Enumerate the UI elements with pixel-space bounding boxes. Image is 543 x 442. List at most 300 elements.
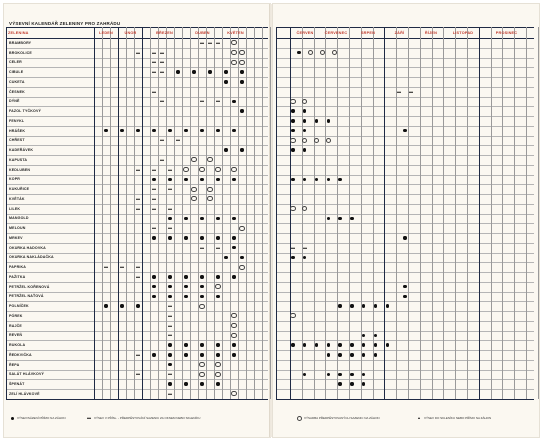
open-circle-icon: [190, 185, 199, 194]
filled-dot-icon: [300, 341, 309, 350]
vegetable-name: CIBULE: [9, 70, 24, 75]
filled-dot-icon: [230, 272, 239, 281]
filled-dot-icon: [336, 175, 345, 184]
open-circle-icon: [289, 97, 298, 106]
filled-dot-icon: [230, 97, 239, 106]
filled-dot-icon: [182, 350, 191, 359]
filled-dot-icon: [230, 341, 239, 350]
open-circle-icon: [206, 155, 215, 164]
double-triangle-icon: [289, 243, 298, 252]
filled-dot-icon: [134, 302, 143, 311]
vegetable-name: FAZOL TYČKOVÝ: [9, 109, 42, 114]
vegetable-name: SALÁT HLÁVKOVÝ: [9, 372, 45, 377]
open-circle-icon: [230, 321, 239, 330]
double-triangle-icon: [158, 97, 167, 106]
column-rule: [270, 27, 271, 399]
row-rule: [276, 165, 534, 166]
header-month: ÚNOR: [124, 30, 137, 35]
row-rule: [276, 311, 534, 312]
open-circle-icon: [318, 48, 327, 57]
filled-dot-icon: [371, 350, 380, 359]
row-rule: [6, 223, 268, 224]
double-triangle-icon: [166, 165, 175, 174]
open-circle-icon: [312, 136, 321, 145]
filled-dot-icon: [214, 380, 223, 389]
vegetable-name: KOPR: [9, 177, 20, 182]
vegetable-name: OKURKA HADOVKA: [9, 245, 46, 250]
filled-dot-icon: [238, 68, 247, 77]
header-month: LEDEN: [99, 30, 113, 35]
filled-dot-icon: [166, 272, 175, 281]
vegetable-name: KUKUŘICE: [9, 187, 30, 192]
filled-dot-icon: [150, 233, 159, 242]
filled-dot-icon: [371, 331, 380, 340]
filled-dot-icon: [230, 214, 239, 223]
table-bottom-rule: [6, 399, 268, 400]
open-circle-icon: [206, 185, 215, 194]
filled-dot-icon: [198, 282, 207, 291]
open-circle-icon: [230, 331, 239, 340]
legend-transplant-label: VÝSADBA PŘEDPĚSTOVANÝCH SAZENIC NA ZÁHON: [304, 416, 380, 420]
open-circle-icon: [230, 38, 239, 47]
row-rule: [276, 301, 534, 302]
column-rule: [514, 27, 515, 399]
header-month: ŘÍJEN: [424, 30, 438, 35]
page-title: VÝSEVNÍ KALENDÁŘ ZELENINY PRO ZAHRÁDU: [9, 21, 121, 26]
row-rule: [6, 116, 268, 117]
filled-dot-icon: [359, 370, 368, 379]
vegetable-name: KVĚTÁK: [9, 196, 25, 201]
open-circle-icon: [300, 97, 309, 106]
row-rule: [276, 214, 534, 215]
filled-dot-icon: [214, 233, 223, 242]
row-rule: [276, 97, 534, 98]
open-circle-icon: [198, 360, 207, 369]
column-rule: [276, 27, 277, 399]
double-triangle-icon: [214, 243, 223, 252]
column-rule: [396, 27, 397, 399]
filled-dot-icon: [336, 350, 345, 359]
filled-dot-icon: [166, 126, 175, 135]
filled-dot-icon: [182, 282, 191, 291]
filled-dot-icon: [166, 360, 175, 369]
legend-greenhouse: [416, 415, 491, 421]
column-rule: [526, 27, 527, 399]
double-triangle-icon: [150, 87, 159, 96]
filled-dot-icon: [182, 126, 191, 135]
double-triangle-icon: [166, 204, 175, 213]
vegetable-name: HRÁŠEK: [9, 128, 26, 133]
filled-dot-icon: [150, 350, 159, 359]
column-rule: [408, 27, 409, 399]
filled-dot-icon: [214, 292, 223, 301]
filled-dot-icon: [324, 370, 333, 379]
column-rule: [432, 27, 433, 399]
filled-dot-icon: [300, 107, 309, 116]
filled-dot-icon: [198, 233, 207, 242]
row-rule: [6, 155, 268, 156]
double-triangle-icon: [134, 350, 143, 359]
double-triangle-icon: [300, 243, 309, 252]
row-rule: [6, 136, 268, 137]
double-triangle-icon: [158, 136, 167, 145]
row-rule: [276, 184, 534, 185]
open-circle-icon: [230, 165, 239, 174]
open-circle-icon: [230, 389, 239, 398]
filled-dot-icon: [198, 341, 207, 350]
row-rule: [276, 370, 534, 371]
open-circle-icon: [300, 204, 309, 213]
open-circle-icon: [182, 165, 191, 174]
filled-dot-icon: [214, 272, 223, 281]
vegetable-name: CELER: [9, 60, 22, 65]
filled-dot-icon: [166, 292, 175, 301]
legend-direct-label: VÝSEV/SÁZENÍ PŘÍMO NA ZÁHON: [17, 416, 66, 420]
open-circle-icon: [238, 224, 247, 233]
filled-dot-icon: [294, 48, 303, 57]
filled-dot-icon: [222, 253, 231, 262]
filled-dot-icon: [348, 370, 357, 379]
filled-dot-icon: [336, 214, 345, 223]
filled-dot-icon: [102, 126, 111, 135]
open-circle-icon: [289, 311, 298, 320]
filled-dot-icon: [214, 350, 223, 359]
double-triangle-icon: [158, 48, 167, 57]
filled-dot-icon: [134, 126, 143, 135]
open-circle-icon: [238, 48, 247, 57]
filled-dot-icon: [118, 126, 127, 135]
filled-dot-icon: [198, 380, 207, 389]
row-rule: [6, 360, 268, 361]
filled-dot-icon: [214, 341, 223, 350]
vegetable-name: RUKOLA: [9, 343, 26, 348]
filled-dot-icon: [359, 302, 368, 311]
filled-dot-icon: [182, 214, 191, 223]
filled-dot-icon: [359, 350, 368, 359]
open-circle-icon: [238, 263, 247, 272]
column-rule: [479, 27, 480, 399]
vegetable-name: PAPRIKA: [9, 265, 26, 270]
row-rule: [276, 253, 534, 254]
column-rule: [467, 27, 468, 399]
double-triangle-icon: [166, 321, 175, 330]
double-triangle-icon: [150, 224, 159, 233]
filled-dot-icon: [336, 302, 345, 311]
filled-dot-icon: [198, 292, 207, 301]
filled-dot-icon: [222, 146, 231, 155]
open-circle-icon: [214, 360, 223, 369]
open-circle-icon: [198, 165, 207, 174]
double-triangle-icon: [395, 87, 404, 96]
double-triangle-icon: [158, 58, 167, 67]
row-rule: [276, 331, 534, 332]
filled-dot-icon: [324, 350, 333, 359]
vegetable-name: CHŘEST: [9, 138, 25, 143]
row-rule: [276, 223, 534, 224]
filled-dot-icon: [238, 77, 247, 86]
filled-dot-icon: [166, 350, 175, 359]
vegetable-name: OKURKA NAKLÁDAČKA: [9, 255, 54, 260]
filled-dot-icon: [324, 341, 333, 350]
vegetable-name: PÓREK: [9, 313, 23, 318]
filled-dot-icon: [348, 302, 357, 311]
row-rule: [6, 292, 268, 293]
open-circle-icon: [190, 155, 199, 164]
double-triangle-icon: [150, 204, 159, 213]
double-triangle-icon: [134, 272, 143, 281]
filled-dot-icon: [230, 243, 239, 252]
filled-dot-icon: [238, 253, 247, 262]
row-rule: [276, 204, 534, 205]
legend-greenhouse-label: VÝSEV DO SKLENÍKU NEBO PŘÍMO NA ZÁHON: [424, 416, 492, 420]
filled-dot-icon: [312, 341, 321, 350]
double-triangle-icon: [166, 302, 175, 311]
filled-dot-icon: [230, 126, 239, 135]
filled-dot-icon: [118, 302, 127, 311]
double-triangle-icon: [214, 38, 223, 47]
filled-dot-icon: [230, 175, 239, 184]
double-triangle-icon: [158, 155, 167, 164]
column-rule: [455, 27, 456, 399]
double-triangle-icon: [150, 185, 159, 194]
filled-dot-icon: [300, 253, 309, 262]
vegetable-name: MANGOLD: [9, 216, 29, 221]
column-rule: [110, 27, 111, 399]
double-triangle-icon: [166, 185, 175, 194]
column-rule: [94, 27, 95, 399]
double-triangle-icon: [158, 68, 167, 77]
double-triangle-icon: [198, 97, 207, 106]
filled-dot-icon: [348, 350, 357, 359]
double-triangle-icon: [134, 370, 143, 379]
filled-dot-icon: [371, 341, 380, 350]
vegetable-name: ŘEDKVIČKA: [9, 352, 32, 357]
vegetable-name: POLNÍČEK: [9, 304, 29, 309]
filled-dot-icon: [289, 341, 298, 350]
filled-dot-icon: [182, 341, 191, 350]
filled-dot-icon: [336, 341, 345, 350]
vegetable-name: CUKETA: [9, 79, 25, 84]
column-rule: [118, 27, 119, 399]
filled-dot-icon: [222, 77, 231, 86]
filled-dot-icon: [150, 282, 159, 291]
double-triangle-icon: [166, 331, 175, 340]
header-month: KVĚTEN: [227, 30, 244, 35]
filled-dot-icon: [230, 350, 239, 359]
filled-dot-icon: [166, 214, 175, 223]
row-rule: [276, 87, 534, 88]
filled-dot-icon: [324, 116, 333, 125]
filled-dot-icon: [166, 175, 175, 184]
double-triangle-icon: [134, 194, 143, 203]
header-month: ZÁŘÍ: [394, 30, 405, 35]
row-rule: [276, 155, 534, 156]
row-rule: [276, 243, 534, 244]
filled-dot-icon: [312, 175, 321, 184]
double-triangle-icon: [134, 48, 143, 57]
vegetable-name: MRKEV: [9, 235, 23, 240]
filled-dot-icon: [214, 214, 223, 223]
legend-transplant: [296, 415, 380, 421]
row-rule: [276, 321, 534, 322]
vegetable-name: BROKOLICE: [9, 50, 32, 55]
open-circle-icon: [300, 136, 309, 145]
open-circle-icon: [230, 311, 239, 320]
vegetable-name: KEDLUBEN: [9, 167, 31, 172]
filled-dot-icon: [214, 126, 223, 135]
row-rule: [276, 262, 534, 263]
vegetable-name: ŠPENÁT: [9, 382, 25, 387]
row-rule: [276, 145, 534, 146]
filled-dot-icon: [289, 107, 298, 116]
table-bottom-rule: [276, 399, 534, 400]
filled-dot-icon: [198, 272, 207, 281]
double-triangle-icon: [134, 263, 143, 272]
row-rule: [276, 106, 534, 107]
double-triangle-icon: [214, 97, 223, 106]
filled-dot-icon: [214, 175, 223, 184]
filled-dot-icon: [289, 116, 298, 125]
column-rule: [126, 27, 127, 399]
legend-indoor-label: VÝSEV V PŘÍSL. - PŘEDPĚSTOVÁNÍ SAZENIC ZA OKNEM NEBO SKLENÍKU: [94, 416, 201, 420]
filled-dot-icon: [150, 292, 159, 301]
header-month: PROSINEC: [495, 30, 518, 35]
filled-dot-icon: [198, 126, 207, 135]
filled-dot-icon: [300, 175, 309, 184]
column-rule: [491, 27, 492, 399]
open-circle-icon: [330, 48, 339, 57]
open-circle-icon: [198, 302, 207, 311]
legend-direct: [9, 415, 66, 421]
filled-dot-icon: [324, 175, 333, 184]
double-triangle-icon: [134, 204, 143, 213]
vegetable-name: ŘEPA: [9, 362, 20, 367]
filled-dot-icon: [174, 68, 183, 77]
filled-dot-icon: [102, 302, 111, 311]
triangle-icon: [416, 415, 422, 421]
vegetable-name: REVEŇ: [9, 333, 23, 338]
vegetable-name: BRAMBORY: [9, 40, 32, 45]
row-rule: [276, 77, 534, 78]
double-triangle-icon: [166, 224, 175, 233]
open-circle-icon: [289, 204, 298, 213]
column-rule: [6, 27, 7, 399]
column-rule: [502, 27, 503, 399]
open-circle-icon: [206, 194, 215, 203]
column-rule: [254, 27, 255, 399]
filled-dot-icon: [230, 233, 239, 242]
vegetable-name: KAPUSTA: [9, 157, 28, 162]
row-rule: [6, 106, 268, 107]
filled-dot-icon: [9, 415, 15, 421]
filled-dot-icon: [336, 380, 345, 389]
header-month: DUBEN: [195, 30, 210, 35]
open-circle-icon: [238, 58, 247, 67]
header-month: ČERVENEC: [324, 30, 348, 35]
filled-dot-icon: [300, 370, 309, 379]
vegetable-name: PETRŽEL KOŘENOVÁ: [9, 284, 50, 289]
filled-dot-icon: [190, 68, 199, 77]
filled-dot-icon: [150, 126, 159, 135]
filled-dot-icon: [348, 380, 357, 389]
filled-dot-icon: [166, 282, 175, 291]
row-rule: [276, 272, 534, 273]
vegetable-name: DÝNĚ: [9, 99, 20, 104]
filled-dot-icon: [238, 146, 247, 155]
vegetable-name: FENYKL: [9, 118, 25, 123]
filled-dot-icon: [300, 126, 309, 135]
double-triangle-icon: [174, 136, 183, 145]
filled-dot-icon: [371, 302, 380, 311]
double-triangle-icon: [102, 263, 111, 272]
filled-dot-icon: [348, 214, 357, 223]
filled-dot-icon: [383, 341, 392, 350]
open-circle-icon: [214, 165, 223, 174]
column-rule: [262, 27, 263, 399]
filled-dot-icon: [238, 107, 247, 116]
filled-dot-icon: [289, 126, 298, 135]
filled-dot-icon: [182, 233, 191, 242]
double-triangle-icon: [407, 87, 416, 96]
open-circle-icon: [324, 136, 333, 145]
vegetable-name: RAJČE: [9, 323, 22, 328]
open-circle-icon: [214, 370, 223, 379]
filled-dot-icon: [401, 292, 410, 301]
filled-dot-icon: [312, 116, 321, 125]
double-triangle-icon: [134, 165, 143, 174]
vegetable-name: PETRŽEL NAŤOVÁ: [9, 294, 44, 299]
header-rule: [276, 38, 534, 39]
header-month: SRPEN: [360, 30, 376, 35]
vegetable-name: ZELÍ HLÁVKOVÉ: [9, 391, 40, 396]
open-circle-icon: [214, 282, 223, 291]
vegetable-name: LILEK: [9, 206, 21, 211]
row-rule: [276, 67, 534, 68]
filled-dot-icon: [166, 380, 175, 389]
filled-dot-icon: [359, 380, 368, 389]
column-rule: [102, 27, 103, 399]
double-triangle-icon: [166, 370, 175, 379]
filled-dot-icon: [182, 272, 191, 281]
filled-dot-icon: [166, 341, 175, 350]
row-rule: [276, 389, 534, 390]
filled-dot-icon: [198, 214, 207, 223]
filled-dot-icon: [166, 233, 175, 242]
filled-dot-icon: [150, 175, 159, 184]
double-triangle-icon: [166, 311, 175, 320]
filled-dot-icon: [182, 380, 191, 389]
filled-dot-icon: [150, 272, 159, 281]
filled-dot-icon: [198, 175, 207, 184]
filled-dot-icon: [300, 116, 309, 125]
open-circle-icon: [296, 415, 302, 421]
double-triangle-icon: [150, 194, 159, 203]
vegetable-name: PAŽITKA: [9, 274, 26, 279]
filled-dot-icon: [359, 341, 368, 350]
open-circle-icon: [198, 370, 207, 379]
row-rule: [6, 87, 268, 88]
filled-dot-icon: [182, 292, 191, 301]
open-circle-icon: [289, 136, 298, 145]
open-circle-icon: [190, 194, 199, 203]
filled-dot-icon: [348, 341, 357, 350]
row-rule: [276, 350, 534, 351]
legend-indoor: [86, 415, 200, 421]
filled-dot-icon: [383, 302, 392, 311]
row-rule: [6, 184, 268, 185]
double-triangle-icon: [166, 389, 175, 398]
double-triangle-icon: [198, 243, 207, 252]
